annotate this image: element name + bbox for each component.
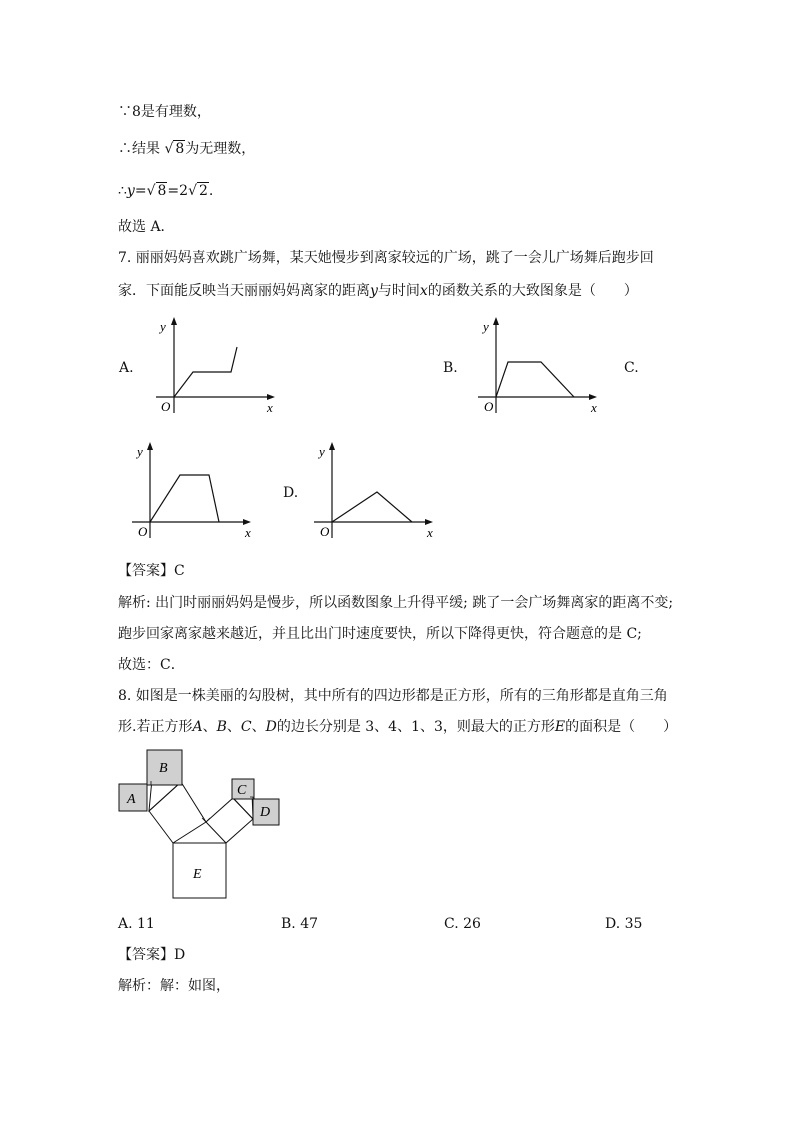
graph-a-origin: O [161, 399, 171, 414]
graph-a-y-arrow [171, 317, 177, 325]
main-left-square [149, 782, 206, 843]
sqrt-2: √ 2 [188, 183, 208, 199]
graph-b-y-arrow [493, 317, 499, 325]
q8-choice-b: B. 47 [281, 916, 319, 932]
q7-conclusion: 故选：C． [118, 657, 185, 673]
q7-stem-line-1: 7. 丽丽妈妈喜欢跳广场舞，某天她慢步到离家较远的广场，跳了一会儿广场舞后跑步回 [118, 250, 654, 266]
graph-c-y-arrow [147, 442, 153, 450]
label-d: D [260, 805, 271, 820]
q8-analysis: 解析：解：如图， [118, 978, 230, 994]
shaded-squares [119, 750, 279, 825]
q7-option-c-label: C. [624, 360, 639, 376]
graph-c-curve [150, 475, 219, 522]
q8-choice-a: A. 11 [118, 916, 155, 932]
q7-option-b-label: B. [443, 360, 458, 376]
graph-a-y-label: y [160, 319, 166, 334]
graph-b [474, 315, 604, 415]
graph-a-axes [156, 321, 270, 413]
q7-stem-line-2: 家．下面能反映当天丽丽妈妈离家的距离y与时间x的函数关系的大致图象是（ ） [118, 283, 638, 299]
prev-line-1: ∵8是有理数， [118, 104, 211, 120]
graph-a-x-label: x [267, 400, 273, 415]
q8-stem-line-2: 形.若正方形A、B、C、D的边长分别是 3、4、1、3，则最大的正方形E的面积是（ ） [118, 719, 678, 735]
graph-c-y-label: y [137, 444, 143, 459]
graph-d-y-arrow [329, 442, 335, 450]
prev-conclusion: 故选 A． [118, 219, 175, 235]
graph-d [310, 440, 440, 540]
label-e: E [193, 867, 202, 882]
graph-b-origin: O [484, 399, 494, 414]
graph-b-y-label: y [483, 319, 489, 334]
graph-d-x-label: x [427, 525, 433, 540]
q7-analysis-line-1: 解析: 出门时丽丽妈妈是慢步，所以函数图象上升得平缓; 跳了一会广场舞离家的距离不变; [118, 595, 674, 611]
q7-option-a-label: A. [119, 360, 134, 376]
q7-analysis-line-2: 跑步回家离家越来越近，并且比出门时速度要快，所以下降得更快，符合题意的是 C; [118, 626, 642, 642]
q7-answer: 【答案】C [118, 563, 185, 579]
q8-choice-c: C. 26 [444, 916, 481, 932]
sqrt-8: √ 8 [164, 141, 185, 157]
pythagoras-tree-figure [112, 745, 287, 905]
graph-a-curve [174, 347, 237, 397]
graph-b-x-label: x [591, 400, 597, 415]
prev-line-2: ∴结果 √ 8为无理数， [118, 141, 256, 157]
q7-option-d-label: D. [283, 485, 299, 501]
sqrt-8-b: √ 8 [146, 183, 167, 199]
graph-d-curve [332, 492, 412, 522]
graph-d-y-label: y [319, 444, 325, 459]
label-c: C [237, 783, 247, 798]
graph-c-origin: O [138, 524, 148, 539]
q8-stem-line-1: 8. 如图是一株美丽的勾股树，其中所有的四边形都是正方形，所有的三角形都是直角三角 [118, 688, 668, 704]
q8-answer: 【答案】D [118, 947, 186, 963]
graph-b-axes [478, 321, 592, 413]
label-a: A [127, 792, 136, 807]
q8-choice-d: D. 35 [605, 916, 643, 932]
graph-d-origin: O [320, 524, 330, 539]
prev-line-3: ∴y=√ 8=2√ 2. [118, 183, 214, 199]
main-right-square [206, 798, 253, 843]
label-b: B [159, 761, 168, 776]
graph-c [128, 440, 258, 540]
graph-d-axes [314, 446, 428, 538]
graph-c-x-label: x [245, 525, 251, 540]
graph-a [150, 315, 280, 415]
graph-b-curve [496, 362, 574, 397]
graph-c-axes [132, 446, 246, 538]
